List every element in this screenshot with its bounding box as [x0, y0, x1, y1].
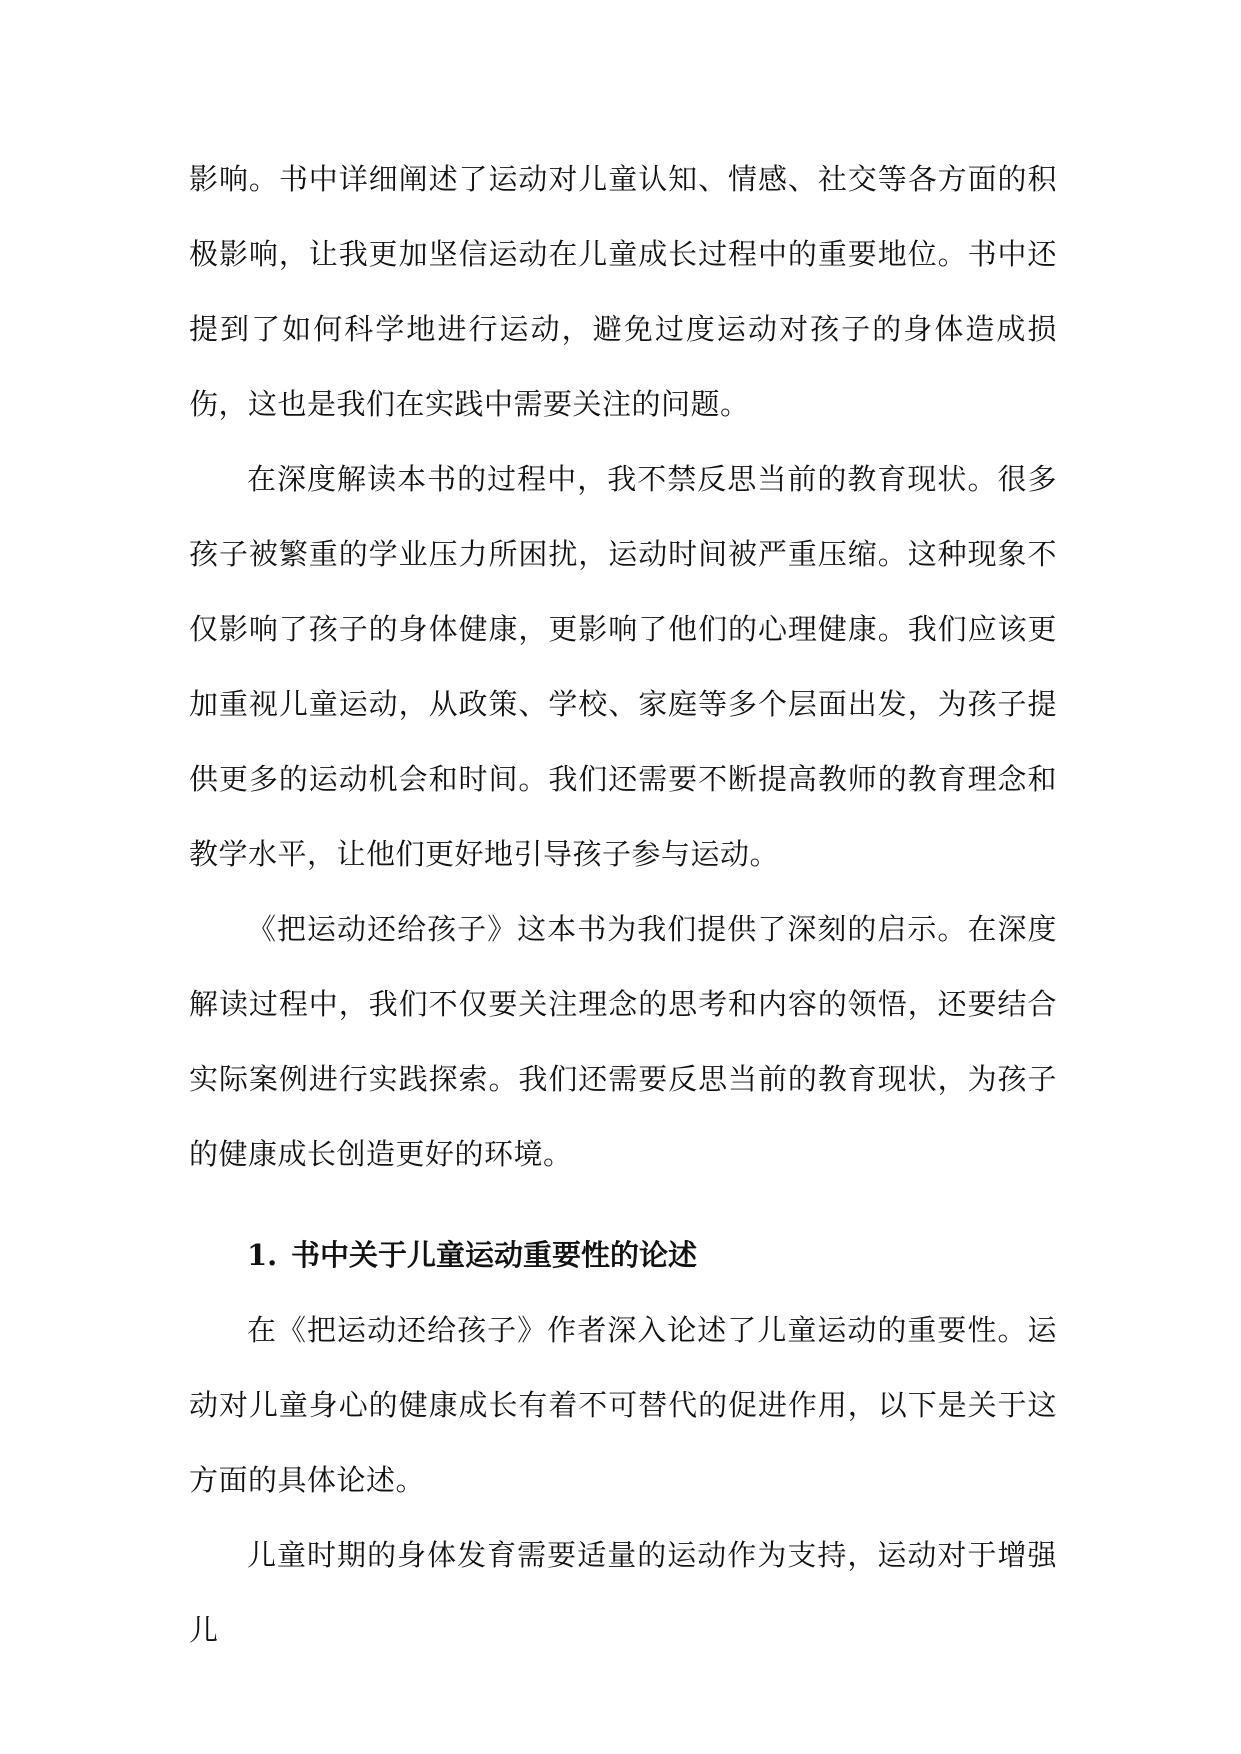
paragraph-book-insight: 《把运动还给孩子》这本书为我们提供了深刻的启示。在深度解读过程中，我们不仅要关注理念的思考和内容的领悟，还要结合实际案例进行实践探索。我们还需要反思当前的教育现状，为孩子的健康成长创造更好的环境。: [189, 912, 1057, 1171]
paragraph-education-reflection: 在深度解读本书的过程中，我不禁反思当前的教育现状。很多孩子被繁重的学业压力所困扰，运动时间被严重压缩。这种现象不仅影响了孩子的身体健康，更影响了他们的心理健康。我们应该更加重视儿童运动，从政策、学校、家庭等多个层面出发，为孩子提供更多的运动机会和时间。我们还需要不断提高教师的教育理念和教学水平，让他们更好地引导孩子参与运动。: [189, 462, 1057, 871]
paragraph-continued: 影响。书中详细阐述了运动对儿童认知、情感、社交等各方面的积极影响，让我更加坚信运动在儿童成长过程中的重要地位。书中还提到了如何科学地进行运动，避免过度运动对孩子的身体造成损伤，这也是我们在实践中需要关注的问题。: [189, 162, 1057, 421]
section-number: 1.: [247, 1238, 278, 1272]
paragraph-section-intro: 在《把运动还给孩子》作者深入论述了儿童运动的重要性。运动对儿童身心的健康成长有着不可替代的促进作用，以下是关于这方面的具体论述。: [189, 1313, 1057, 1497]
section-title: 书中关于儿童运动重要性的论述: [291, 1238, 698, 1272]
document-body: [189, 142, 1057, 1668]
paragraph-section-body: 儿童时期的身体发育需要适量的运动作为支持，运动对于增强儿: [189, 1538, 1057, 1647]
section-heading: [189, 1218, 1057, 1293]
